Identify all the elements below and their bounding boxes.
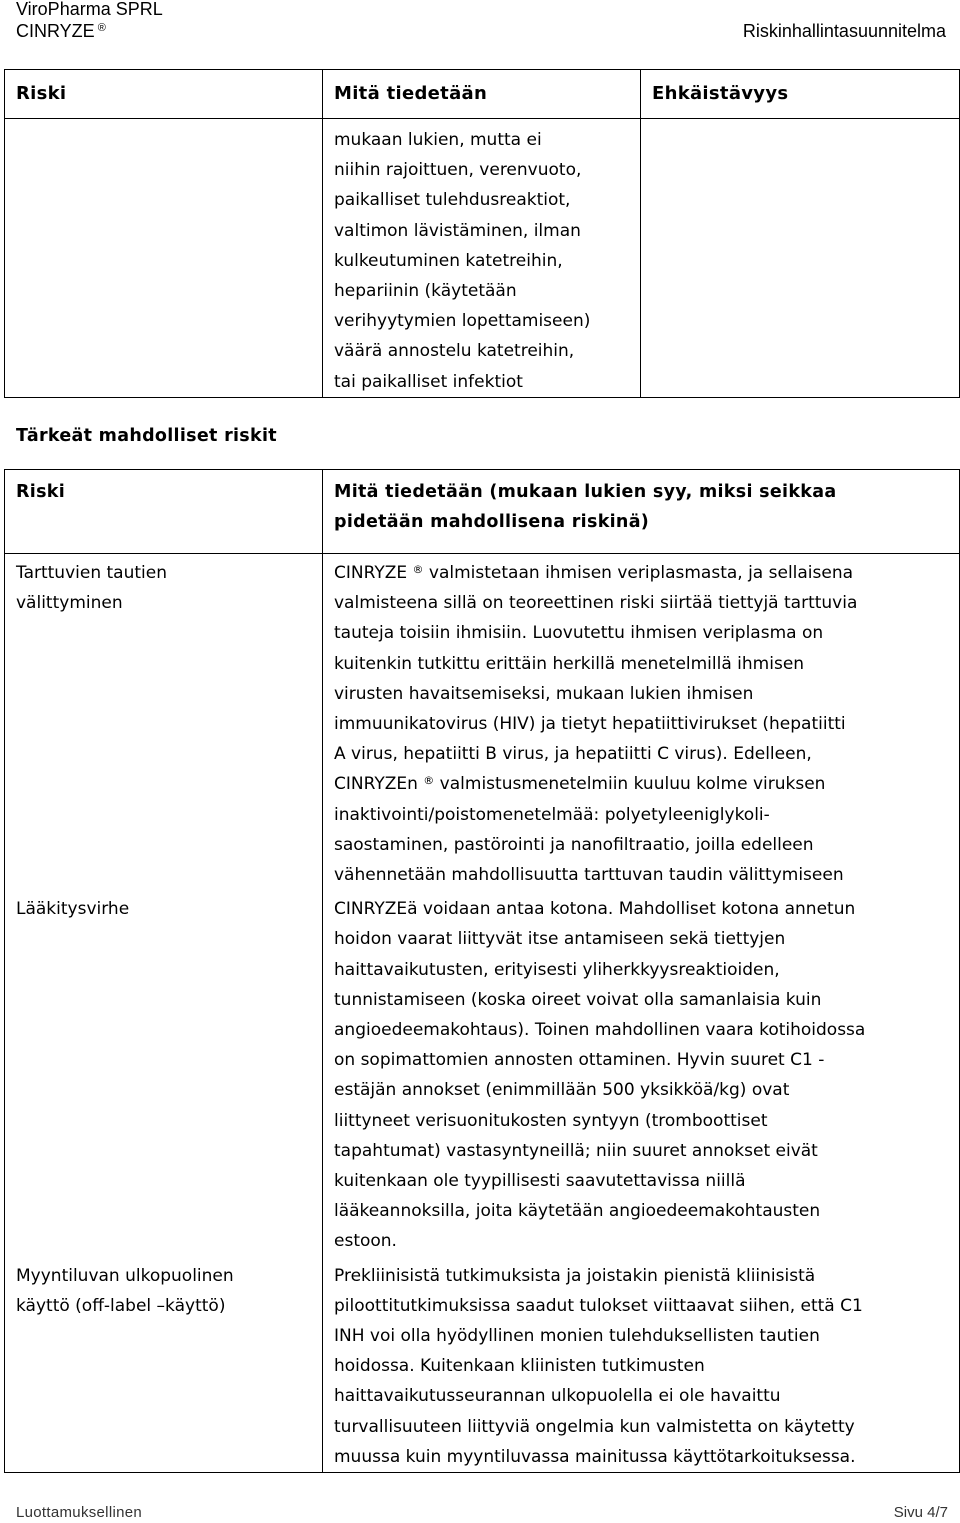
text-line: muussa kuin myyntiluvassa mainitussa käyttötarkoituksessa. (334, 1446, 856, 1467)
prevention-cell-empty (641, 119, 960, 398)
risk-line: Lääkitysvirhe (16, 899, 130, 920)
product-name (16, 20, 106, 42)
text-line: mukaan lukien, mutta ei (334, 130, 542, 150)
text-line: haittavaikutusten, erityisesti yliherkkyysreaktioiden, (334, 959, 780, 980)
text-line: hoidossa. Kuitenkaan kliinisten tutkimusten (334, 1356, 705, 1377)
text-line: valtimon lävistäminen, ilman (334, 220, 581, 241)
registered-mark: ® (97, 22, 106, 34)
text-line: vähennetään mahdollisuutta tarttuvan taudin välittymiseen (334, 865, 844, 886)
text-line: CINRYZEä voidaan antaa kotona. Mahdolliset kotona annetun (334, 899, 856, 920)
risk-cell (5, 554, 323, 891)
confidentiality-label: Luottamuksellinen (16, 1504, 143, 1521)
text-line: tunnistamiseen (koska oireet voivat olla samanlaisia kuin (334, 989, 822, 1010)
text-line: tapahtumat) vastasyntyneillä; niin suuret annokset eivät (334, 1140, 818, 1161)
risk-table-continued (4, 69, 960, 398)
text-line: inaktivointi/poistomenetelmää: polyetyleeniglykoli- (334, 804, 770, 825)
risk-cell (5, 890, 323, 1256)
text-line: Prekliinisistä tutkimuksista ja joistakin pienistä kliinisistä (334, 1265, 816, 1286)
header-mita-tiedetaan: Mitä tiedetään (323, 70, 641, 119)
text-span: CINRYZE (334, 563, 408, 583)
text-line: piloottitutkimuksissa saadut tulokset viittaavat siihen, että C1 (334, 1295, 863, 1316)
table-row (5, 1257, 960, 1473)
risk-cell (5, 1257, 323, 1473)
table-row (5, 890, 960, 1256)
header-ehkaistavyys: Ehkäistävyys (641, 70, 960, 119)
text-line: estäjän annokset (enimmillään 500 yksikköä/kg) ovat (334, 1080, 790, 1101)
company-name: ViroPharma SPRL (16, 0, 163, 19)
text-line: estoon. (334, 1231, 397, 1252)
text-span: CINRYZEn (334, 774, 418, 795)
text-line: turvallisuuteen liittyviä ongelmia kun valmistetta on käytetty (334, 1416, 855, 1437)
text-line: virusten havaitsemiseksi, mukaan lukien ihmisen (334, 683, 754, 704)
text-line: haittavaikutusseurannan ulkopuolella ei ole havaittu (334, 1386, 781, 1407)
known-cell (323, 119, 641, 398)
text-line: hoidon vaarat liittyvät itse antamiseen sekä tiettyjen (334, 929, 786, 950)
text-line: kuitenkaan ole tyypillisesti saavutettavissa niillä (334, 1171, 746, 1192)
text-line: tauteja toisiin ihmisiin. Luovutettu ihmisen veriplasma on (334, 623, 824, 644)
header-mita-tiedetaan (323, 470, 960, 554)
text-line: valmisteena sillä on teoreettinen riski siirtää tiettyjä tarttuvia (334, 593, 858, 614)
table-row (5, 554, 960, 891)
header-line: pidetään mahdollisena riskinä) (334, 512, 650, 532)
text-line: on sopimattomien annosten ottaminen. Hyvin suuret C1 - (334, 1050, 825, 1071)
text-line: kulkeutuminen katetreihin, (334, 250, 563, 271)
table-row (5, 119, 960, 398)
potential-risks-table (4, 469, 960, 1473)
text-line: väärä annostelu katetreihin, (334, 341, 575, 362)
text-line: paikalliset tulehdusreaktiot, (334, 190, 571, 211)
text-span: valmistetaan ihmisen veriplasmasta, ja sellaisena (423, 563, 854, 583)
text-line (334, 558, 948, 588)
header-riski: Riski (5, 70, 323, 119)
text-line: angioedeemakohtaus). Toinen mahdollinen vaara kotihoidossa (334, 1020, 866, 1041)
document-title: Riskinhallintasuunnitelma (742, 21, 946, 41)
risk-line: välittyminen (16, 593, 123, 613)
text-line: immuunikatovirus (HIV) ja tietyt hepatiittivirukset (hepatiitti (334, 714, 846, 735)
text-line: A virus, hepatiitti B virus, ja hepatiitti C virus). Edelleen, (334, 744, 812, 765)
product-name-text: CINRYZE (16, 21, 95, 41)
risk-line: käyttö (off-label –käyttö) (16, 1295, 226, 1316)
text-line: tai paikalliset infektiot (334, 371, 523, 392)
risk-line: Myyntiluvan ulkopuolinen (16, 1265, 234, 1286)
text-span: valmistusmenetelmiin kuuluu kolme viruksen (434, 774, 826, 795)
known-cell (323, 554, 960, 891)
text-line: kuitenkin tutkittu erittäin herkillä menetelmillä ihmisen (334, 653, 805, 674)
text-line: lääkeannoksilla, joita käytetään angioedeemakohtausten (334, 1201, 821, 1222)
known-cell (323, 1257, 960, 1473)
page-number: Sivu 4/7 (893, 1504, 948, 1521)
table-header-row (5, 70, 960, 119)
text-line: INH voi olla hyödyllinen monien tulehduksellisten tautien (334, 1326, 820, 1347)
risk-line: Tarttuvien tautien (16, 563, 167, 583)
table-header-row (5, 470, 960, 554)
text-line: verihyytymien lopettamiseen) (334, 311, 591, 332)
risk-cell-empty (5, 119, 323, 398)
registered-mark: ® (423, 774, 435, 788)
text-line: niihin rajoittuen, verenvuoto, (334, 160, 582, 181)
text-line: hepariinin (käytetään (334, 281, 517, 302)
section-title: Tärkeät mahdolliset riskit (16, 426, 277, 446)
header-riski: Riski (5, 470, 323, 554)
text-line: saostaminen, pastörointi ja nanofiltraatio, joilla edelleen (334, 834, 814, 855)
known-cell (323, 890, 960, 1256)
header-line: Mitä tiedetään (mukaan lukien syy, miksi seikkaa (334, 482, 837, 502)
text-line: liittyneet verisuonitukosten syntyyn (tromboottiset (334, 1110, 768, 1131)
text-line (334, 769, 948, 799)
registered-mark: ® (412, 563, 424, 576)
